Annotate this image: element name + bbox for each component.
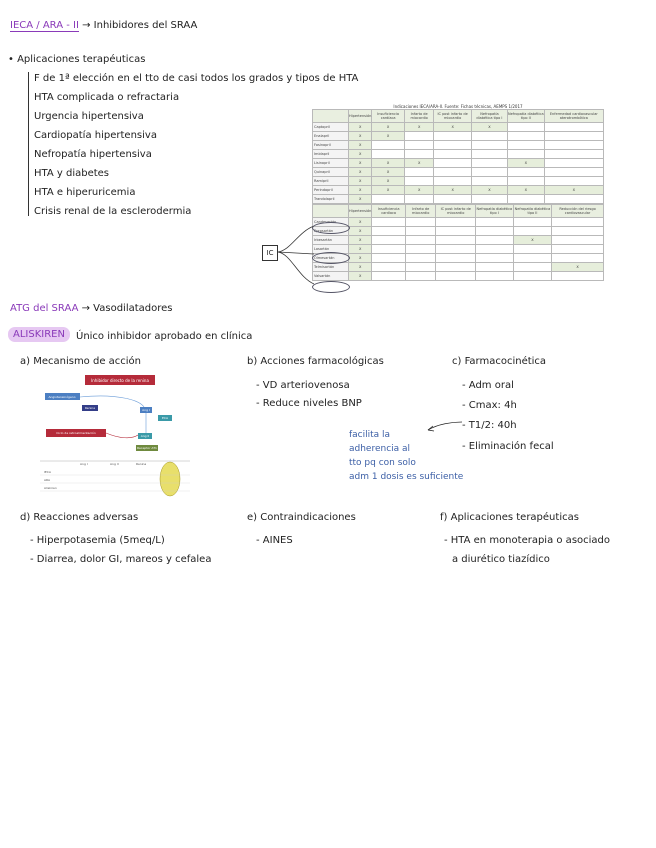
drug-name-cell: Valsartán	[313, 272, 349, 281]
section-c-item-1: - Adm oral	[462, 380, 514, 391]
drug-name-cell: Imidapril	[313, 150, 349, 159]
table-cell	[372, 195, 405, 204]
drug-name-cell: Ramipril	[313, 177, 349, 186]
arag-title-rest: → Vasodilatadores	[81, 303, 173, 314]
section-c-item-3: - T1/2: 40h	[462, 420, 517, 431]
table-cell	[507, 168, 544, 177]
table-cell: X	[349, 123, 372, 132]
table-cell	[552, 227, 604, 236]
aplicacion-item: HTA e hiperuricemia	[34, 187, 136, 198]
section-d-title: d) Reacciones adversas	[20, 512, 139, 523]
table-cell	[404, 177, 433, 186]
table-cell: X	[544, 186, 603, 195]
table-cell	[372, 150, 405, 159]
ic-bracket	[276, 222, 316, 292]
table-cell	[552, 245, 604, 254]
table-cell: X	[372, 159, 405, 168]
drug-name-cell: Telmisartán	[313, 263, 349, 272]
section-c-item-2: - Cmax: 4h	[462, 400, 517, 411]
diagram-row-ara: ARA	[44, 478, 51, 482]
table-cell: X	[552, 263, 604, 272]
table-cell	[372, 236, 406, 245]
circle-candesartan	[312, 222, 350, 234]
table-cell	[471, 177, 507, 186]
table-cell	[552, 272, 604, 281]
table-cell	[405, 245, 436, 254]
aplicacion-item: F de 1ª elección en el tto de casi todos los grados y tipos de HTA	[34, 73, 359, 84]
table-cell	[513, 227, 551, 236]
table-cell: X	[349, 141, 372, 150]
diagram-title: Inhibidor directo de la renina	[91, 378, 149, 383]
table-title: Indicaciones IECA/ARA-II. Fuente: Fichas técnicas, AEMPS 1/2017	[393, 104, 523, 109]
table-row	[313, 218, 604, 227]
table-cell	[405, 272, 436, 281]
table-header-cell: Insuficiencia cardíaca	[372, 110, 405, 123]
table-cell: X	[349, 159, 372, 168]
table-cell	[436, 245, 475, 254]
table-header-cell	[313, 205, 349, 218]
table-cell	[507, 150, 544, 159]
table-cell	[436, 218, 475, 227]
diagram-col-angi: Ang I	[80, 462, 88, 466]
table-cell: X	[349, 272, 372, 281]
note-adherencia	[349, 428, 463, 484]
table-cell	[434, 141, 472, 150]
table-cell: X	[372, 123, 405, 132]
table-cell	[475, 245, 513, 254]
section-c-item-4: - Eliminación fecal	[462, 441, 554, 452]
title-rest: → Inhibidores del SRAA	[82, 20, 198, 31]
circle-valsartan	[312, 281, 350, 293]
indicaciones-table	[312, 104, 604, 281]
drug-name-cell: Enalapril	[313, 132, 349, 141]
aplicaciones-list	[8, 69, 358, 221]
table-header-cell: IC post infarto de miocardio	[434, 110, 472, 123]
table-row	[313, 263, 604, 272]
table-header-cell: Hipertensión	[349, 205, 372, 218]
table-cell: X	[349, 263, 372, 272]
aplicaciones-heading: • Aplicaciones terapéuticas	[8, 54, 146, 65]
diagram-eca: ECA	[161, 416, 169, 420]
drug-name-cell: Candesartán	[313, 218, 349, 227]
table-cell	[405, 218, 436, 227]
table-cell	[372, 227, 406, 236]
table-cell	[544, 132, 603, 141]
table-cell	[404, 132, 433, 141]
ara-table	[312, 204, 604, 281]
table-header-cell: Reducción del riesgo cardiovascular	[552, 205, 604, 218]
section-f-item-1: - HTA en monoterapia o asociado	[444, 535, 611, 546]
table-cell: X	[507, 159, 544, 168]
table-cell: X	[434, 186, 472, 195]
table-cell: X	[471, 123, 507, 132]
table-header-cell: IC post infarto de miocardio	[436, 205, 475, 218]
circle-losartan	[312, 252, 350, 264]
table-header-cell: Insuficiencia cardíaca	[372, 205, 406, 218]
table-header-cell: Enfermedad cardiovascular aterotrombótica	[544, 110, 603, 123]
table-cell: X	[349, 227, 372, 236]
table-cell	[513, 218, 551, 227]
table-cell	[405, 236, 436, 245]
table-cell	[372, 254, 406, 263]
aplicacion-item: HTA y diabetes	[34, 168, 110, 179]
table-cell	[405, 254, 436, 263]
section-c-title: c) Farmacocinética	[452, 356, 547, 367]
table-cell	[404, 150, 433, 159]
table-cell	[372, 218, 406, 227]
table-cell	[404, 168, 433, 177]
mechanism-diagram	[40, 373, 190, 503]
ic-box: IC	[262, 245, 278, 261]
arag-title	[10, 303, 173, 314]
aplicacion-item: HTA complicada o refractaria	[34, 92, 180, 103]
table-cell: X	[471, 186, 507, 195]
diagram-col-angii: Ang II	[110, 462, 119, 466]
table-cell	[475, 263, 513, 272]
table-cell	[434, 195, 472, 204]
table-cell	[544, 177, 603, 186]
table-cell: X	[404, 186, 433, 195]
table-cell	[507, 177, 544, 186]
drug-name-cell: Lisinopril	[313, 159, 349, 168]
table-cell: X	[372, 177, 405, 186]
drug-name-cell: Losartán	[313, 245, 349, 254]
table-cell	[372, 263, 406, 272]
table-cell: X	[372, 186, 405, 195]
ieca-table	[312, 109, 604, 204]
table-cell	[544, 195, 603, 204]
drug-name-cell: Olmesartán	[313, 254, 349, 263]
note-line-1: facilita la	[349, 430, 391, 440]
aplicacion-item: Crisis renal de la esclerodermia	[34, 206, 192, 217]
diagram-receptor: Receptor AT1	[137, 446, 157, 450]
table-cell: X	[349, 186, 372, 195]
table-cell: X	[507, 186, 544, 195]
table-header-cell: Infarto de miocardio	[405, 205, 436, 218]
table-cell	[475, 254, 513, 263]
table-cell: X	[349, 195, 372, 204]
table-cell	[507, 123, 544, 132]
table-cell	[471, 195, 507, 204]
table-cell	[372, 245, 406, 254]
table-cell	[513, 245, 551, 254]
table-cell	[372, 141, 405, 150]
section-d-item-2: - Diarrea, dolor GI, mareos y cefalea	[30, 554, 212, 565]
diagram-row-aliskiren: Aliskiren	[44, 486, 57, 490]
table-row	[313, 227, 604, 236]
diagram-row-ieca: IECA	[44, 470, 51, 474]
table-cell	[434, 150, 472, 159]
diagram-angii: Ang II	[140, 434, 150, 438]
title-highlight: IECA / ARA - II	[10, 20, 79, 31]
table-cell	[513, 254, 551, 263]
table-header-cell: Nefropatía diabética tipo I	[471, 110, 507, 123]
table-cell	[372, 272, 406, 281]
diagram-col-renina: Renina	[136, 462, 147, 466]
table-cell	[405, 263, 436, 272]
table-cell	[513, 272, 551, 281]
section-e-item-1: - AINES	[256, 535, 293, 546]
table-cell: X	[372, 132, 405, 141]
table-cell	[471, 159, 507, 168]
table-header-cell: Nefropatía diabética tipo II	[507, 110, 544, 123]
note-line-4: adm 1 dosis es suficiente	[349, 472, 464, 482]
diagram-angiotensinogen: Angiotensinógeno	[48, 395, 76, 399]
table-cell	[507, 141, 544, 150]
table-cell: X	[349, 177, 372, 186]
table-cell: X	[513, 236, 551, 245]
table-header-cell: Nefropatía diabética tipo I	[475, 205, 513, 218]
section-f-title: f) Aplicaciones terapéuticas	[440, 512, 579, 523]
table-cell: X	[349, 168, 372, 177]
table-cell	[552, 254, 604, 263]
table-cell	[544, 168, 603, 177]
table-row	[313, 245, 604, 254]
drug-name-cell: Quinapril	[313, 168, 349, 177]
table-cell	[436, 236, 475, 245]
diagram-renina: Renina	[84, 406, 96, 410]
tree-connector	[28, 72, 29, 216]
table-cell	[436, 272, 475, 281]
section-b-item-2: - Reduce niveles BNP	[256, 398, 362, 409]
table-cell	[404, 195, 433, 204]
table-cell: X	[349, 132, 372, 141]
table-cell	[475, 236, 513, 245]
table-header-row	[313, 205, 604, 218]
table-cell: X	[434, 123, 472, 132]
table-cell: X	[349, 245, 372, 254]
table-cell	[434, 168, 472, 177]
table-cell: X	[404, 159, 433, 168]
table-cell: X	[349, 236, 372, 245]
table-cell	[544, 150, 603, 159]
table-cell: X	[349, 150, 372, 159]
aliskiren-desc: Único inhibidor aprobado en clínica	[76, 331, 253, 342]
section-f-item-2: a diurético tiazídico	[452, 554, 550, 565]
table-cell: X	[349, 218, 372, 227]
table-cell: X	[349, 254, 372, 263]
table-header-cell	[313, 110, 349, 123]
table-cell	[507, 132, 544, 141]
table-cell	[544, 123, 603, 132]
table-header-row	[313, 110, 604, 123]
diagram-cycle: Ciclo de retroalimentación	[56, 431, 96, 435]
table-header-cell: Hipertensión	[349, 110, 372, 123]
table-row	[313, 177, 604, 186]
table-cell	[544, 141, 603, 150]
table-cell	[552, 218, 604, 227]
table-row	[313, 150, 604, 159]
table-cell	[471, 132, 507, 141]
section-d-item-1: - Hiperpotasemia (5meq/L)	[30, 535, 165, 546]
note-line-2: adherencia al	[349, 444, 411, 454]
table-row	[313, 236, 604, 245]
table-row	[313, 123, 604, 132]
table-cell: X	[372, 168, 405, 177]
table-cell	[471, 168, 507, 177]
drug-name-cell: Trandolapril	[313, 195, 349, 204]
table-cell	[434, 159, 472, 168]
table-cell	[475, 272, 513, 281]
drug-name-cell: Fosinopril	[313, 141, 349, 150]
section-e-title: e) Contraindicaciones	[247, 512, 356, 523]
aplicacion-item: Cardiopatía hipertensiva	[34, 130, 157, 141]
table-cell	[544, 159, 603, 168]
table-row	[313, 141, 604, 150]
drug-name-cell: Eprosartán	[313, 227, 349, 236]
page-title	[10, 20, 197, 31]
table-cell: X	[404, 123, 433, 132]
table-cell	[405, 227, 436, 236]
table-header-cell: Infarto de miocardio	[404, 110, 433, 123]
table-cell	[475, 227, 513, 236]
note-line-3: tto pq con solo	[349, 458, 416, 468]
table-cell	[434, 132, 472, 141]
table-row	[313, 195, 604, 204]
table-cell	[436, 263, 475, 272]
table-row	[313, 254, 604, 263]
aplicaciones-section	[8, 50, 358, 221]
section-a-title: a) Mecanismo de acción	[20, 356, 142, 367]
table-row	[313, 168, 604, 177]
table-cell	[475, 218, 513, 227]
drug-name-cell: Captopril	[313, 123, 349, 132]
arag-title-highlight: ATG del SRAA	[10, 303, 79, 314]
aliskiren-badge: ALISKIREN	[8, 327, 70, 342]
drug-name-cell: Perindopril	[313, 186, 349, 195]
aplicacion-item: Nefropatía hipertensiva	[34, 149, 152, 160]
table-cell	[434, 177, 472, 186]
table-row	[313, 186, 604, 195]
diagram-angi: Ang I	[142, 408, 150, 412]
table-header-cell: Nefropatía diabética tipo II	[513, 205, 551, 218]
table-cell	[404, 141, 433, 150]
section-b-title: b) Acciones farmacológicas	[247, 356, 384, 367]
aplicacion-item: Urgencia hipertensiva	[34, 111, 144, 122]
table-cell	[513, 263, 551, 272]
drug-name-cell: Irbesartán	[313, 236, 349, 245]
table-row	[313, 159, 604, 168]
table-cell	[436, 227, 475, 236]
table-cell	[507, 195, 544, 204]
table-cell	[471, 150, 507, 159]
table-row	[313, 132, 604, 141]
table-cell	[436, 254, 475, 263]
table-cell	[471, 141, 507, 150]
table-row	[313, 272, 604, 281]
section-b-item-1: - VD arteriovenosa	[256, 380, 350, 391]
table-cell	[552, 236, 604, 245]
